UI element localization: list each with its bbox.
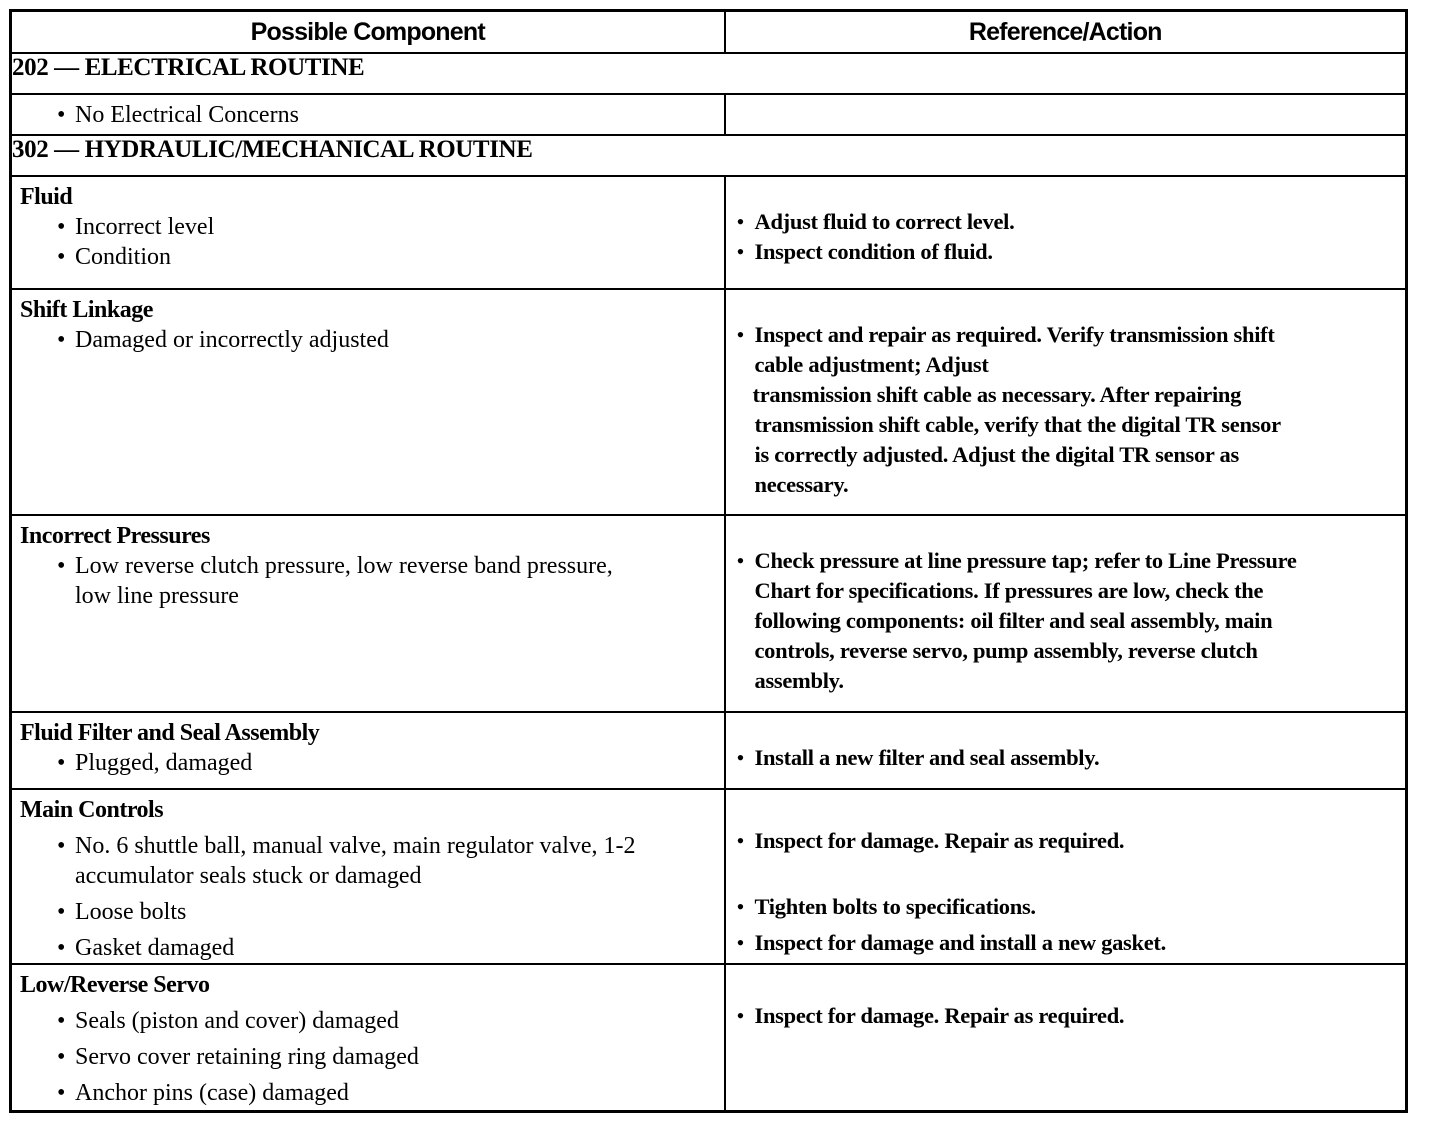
header-row: [11, 11, 1407, 54]
bullet-icon: •: [736, 894, 745, 919]
item-line: Low reverse clutch pressure, low reverse band pressure,: [75, 553, 613, 579]
action-line: transmission shift cable, verify that the digital TR sensor: [754, 412, 1281, 437]
list-item: [12, 748, 724, 778]
component-cell: [11, 289, 725, 515]
bullet-icon: •: [736, 322, 745, 347]
action-line: assembly.: [754, 668, 844, 693]
bullet-icon: •: [57, 935, 66, 961]
action-text: Tighten bolts to specifications.: [754, 894, 1036, 919]
action-cell: [725, 94, 1407, 135]
bullet-icon: •: [57, 553, 66, 579]
list-item: [12, 212, 724, 242]
item-line: accumulator seals stuck or damaged: [75, 863, 422, 889]
item-text: Gasket damaged: [75, 935, 235, 961]
table-row: [11, 712, 1407, 789]
action-text: Inspect condition of fluid.: [754, 239, 993, 264]
header-possible-component: Possible Component: [11, 11, 725, 54]
bullet-icon: •: [57, 327, 66, 353]
bullet-icon: •: [736, 745, 745, 770]
list-item: [12, 551, 724, 611]
bullet-icon: •: [736, 930, 745, 955]
list-item: [12, 242, 724, 272]
item-text: Damaged or incorrectly adjusted: [75, 327, 389, 353]
component-cell: [11, 712, 725, 789]
table-row: [11, 176, 1407, 289]
bullet-icon: •: [57, 214, 66, 240]
item-text: Loose bolts: [75, 899, 187, 925]
bullet-icon: •: [57, 750, 66, 776]
action-item: [726, 207, 1406, 237]
bullet-icon: •: [736, 548, 745, 573]
table-row: [11, 964, 1407, 1111]
component-heading: Incorrect Pressures: [20, 523, 210, 549]
section-row-electrical: [11, 53, 1407, 94]
table-row: [11, 515, 1407, 712]
bullet-icon: •: [736, 828, 745, 853]
component-cell: [11, 515, 725, 712]
action-cell: [725, 789, 1407, 964]
component-heading: Fluid Filter and Seal Assembly: [20, 720, 320, 746]
action-text: Install a new filter and seal assembly.: [754, 745, 1100, 770]
action-line: Inspect and repair as required. Verify transmission shift: [754, 322, 1275, 347]
bullet-icon: •: [57, 1008, 66, 1034]
component-cell: [11, 94, 725, 135]
action-item: [726, 1001, 1406, 1031]
component-heading: Low/Reverse Servo: [20, 972, 210, 998]
action-text: Inspect for damage. Repair as required.: [754, 828, 1125, 853]
action-cell: [725, 964, 1407, 1111]
action-item: [726, 743, 1406, 773]
list-item: [12, 831, 724, 891]
action-text: Inspect for damage. Repair as required.: [754, 1003, 1125, 1028]
section-title-electrical: 202 — ELECTRICAL ROUTINE: [11, 53, 1407, 94]
action-item: [726, 546, 1406, 696]
bullet-icon: •: [736, 239, 745, 264]
item-text: Incorrect level: [75, 214, 215, 240]
action-text: Adjust fluid to correct level.: [754, 209, 1015, 234]
action-cell: [725, 712, 1407, 789]
list-item: [12, 1042, 724, 1072]
action-line: Chart for specifications. If pressures are low, check the: [754, 578, 1264, 603]
item-line: No. 6 shuttle ball, manual valve, main regulator valve, 1-2: [75, 833, 636, 859]
table-row: [11, 789, 1407, 964]
action-item: [726, 892, 1406, 922]
action-cell: [725, 176, 1407, 289]
bullet-icon: •: [57, 101, 66, 128]
header-reference-action: Reference/Action: [725, 11, 1407, 54]
item-line: low line pressure: [75, 583, 239, 609]
list-item: [12, 325, 724, 355]
action-line: Check pressure at line pressure tap; refer to Line Pressure: [754, 548, 1297, 573]
component-cell: [11, 176, 725, 289]
bullet-icon: •: [57, 244, 66, 270]
action-item: [726, 237, 1406, 267]
action-line: is correctly adjusted. Adjust the digital TR sensor as: [754, 442, 1239, 467]
bullet-icon: •: [736, 1003, 745, 1028]
bullet-icon: •: [57, 1080, 66, 1106]
table-row: [11, 94, 1407, 135]
item-text: Plugged, damaged: [75, 750, 253, 776]
item-text: No Electrical Concerns: [75, 101, 299, 128]
component-cell: [11, 964, 725, 1111]
section-title-hydraulic: 302 — HYDRAULIC/MECHANICAL ROUTINE: [11, 135, 1407, 176]
table-row: [11, 289, 1407, 515]
action-cell: [725, 515, 1407, 712]
diagnostic-table: [9, 9, 1408, 1113]
action-line: controls, reverse servo, pump assembly, reverse clutch: [754, 638, 1258, 663]
list-item: [12, 100, 724, 130]
item-text: Seals (piston and cover) damaged: [75, 1008, 399, 1034]
action-line: following components: oil filter and seal assembly, main: [754, 608, 1273, 633]
item-text: Servo cover retaining ring damaged: [75, 1044, 419, 1070]
component-heading: Fluid: [20, 184, 73, 210]
action-line: cable adjustment; Adjust: [754, 352, 989, 377]
action-item: [726, 320, 1406, 500]
action-cell: [725, 289, 1407, 515]
action-item: [726, 826, 1406, 856]
action-line: necessary.: [754, 472, 849, 497]
bullet-icon: •: [57, 1044, 66, 1070]
item-text: Anchor pins (case) damaged: [75, 1080, 349, 1106]
list-item: [12, 1006, 724, 1036]
list-item: [12, 897, 724, 927]
component-heading: Shift Linkage: [20, 297, 153, 323]
component-cell: [11, 789, 725, 964]
action-item: [726, 928, 1406, 958]
action-line: transmission shift cable as necessary. After repairing: [752, 382, 1242, 407]
action-text: Inspect for damage and install a new gasket.: [754, 930, 1166, 955]
component-heading: Main Controls: [20, 797, 164, 823]
section-row-hydraulic: [11, 135, 1407, 176]
bullet-icon: •: [736, 209, 745, 234]
bullet-icon: •: [57, 833, 66, 859]
bullet-icon: •: [57, 899, 66, 925]
list-item: [12, 933, 724, 963]
list-item: [12, 1078, 724, 1108]
item-text: Condition: [75, 244, 172, 270]
